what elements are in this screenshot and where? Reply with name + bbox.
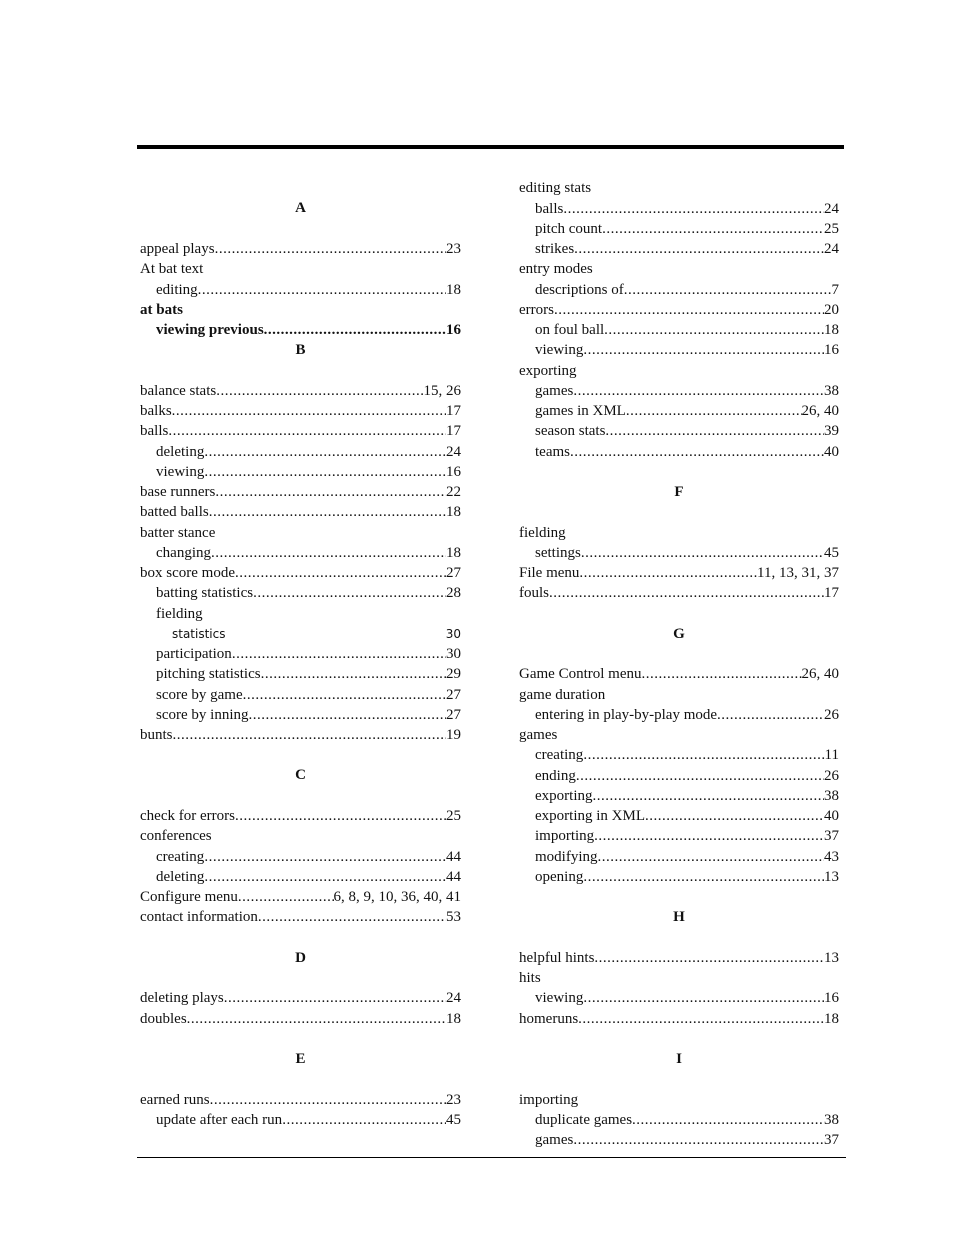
index-term: entry modes — [519, 261, 593, 278]
index-term: hits — [519, 970, 541, 986]
index-term: at bats — [140, 301, 183, 318]
dot-leader — [209, 502, 446, 522]
index-column-right — [519, 178, 839, 1150]
index-entry — [519, 948, 839, 968]
page-numbers: 13 — [824, 868, 839, 885]
index-term: entering in play-by-play mode — [535, 706, 718, 723]
index-entry — [519, 1008, 839, 1028]
page-numbers: 44 — [446, 868, 461, 885]
dot-leader — [235, 563, 446, 583]
index-entry — [519, 846, 839, 866]
index-term: creating — [156, 848, 205, 865]
dot-leader — [235, 806, 446, 826]
dot-leader — [583, 867, 824, 887]
index-entry — [140, 826, 461, 846]
index-term: deleting — [156, 868, 205, 885]
index-term: importing — [519, 1091, 579, 1108]
page-numbers: 11, 13, 31, 37 — [757, 565, 839, 581]
index-term: pitching statistics — [156, 666, 261, 683]
index-term: participation — [156, 646, 232, 662]
index-column-left — [140, 178, 461, 1130]
page-numbers: 24 — [446, 990, 461, 1007]
index-term: contact information — [140, 909, 258, 926]
index-entry — [519, 421, 839, 441]
page-numbers: 16 — [446, 322, 461, 338]
section-letter-b: B — [295, 342, 306, 358]
index-term: earned runs — [140, 1091, 210, 1108]
index-entry — [519, 725, 839, 745]
dot-leader — [204, 847, 446, 867]
page-numbers: 24 — [824, 241, 839, 257]
page-numbers: 37 — [824, 828, 839, 845]
dot-leader — [264, 320, 446, 340]
index-entry — [140, 1110, 461, 1130]
index-entry — [140, 644, 461, 664]
section-spacer — [140, 927, 461, 947]
page-numbers: 24 — [824, 200, 839, 217]
page-numbers: 45 — [824, 544, 839, 561]
page-numbers: 23 — [446, 1091, 461, 1108]
page-numbers: 27 — [446, 565, 461, 581]
dot-leader — [216, 381, 423, 401]
page-numbers: 44 — [446, 848, 461, 865]
dot-leader — [594, 826, 824, 846]
index-entry — [519, 300, 839, 320]
index-entry — [140, 279, 461, 299]
index-term: base runners — [140, 484, 216, 500]
dot-leader — [574, 239, 824, 259]
page-numbers: 38 — [824, 1111, 839, 1128]
index-term: balks — [140, 403, 172, 419]
index-entry — [140, 846, 461, 866]
index-entry — [519, 988, 839, 1008]
section-letter-c: C — [295, 767, 306, 784]
index-entry — [140, 705, 461, 725]
index-term: editing — [156, 281, 198, 298]
page-numbers: 25 — [446, 808, 461, 824]
dot-leader — [215, 482, 446, 502]
page-numbers: 39 — [824, 423, 839, 440]
index-entry — [519, 664, 839, 684]
index-term: batter stance — [140, 524, 216, 541]
section-spacer — [140, 745, 461, 765]
bottom-rule — [137, 1157, 846, 1158]
index-entry — [519, 381, 839, 401]
section-spacer — [140, 968, 461, 988]
dot-leader — [253, 583, 446, 603]
page-numbers: 18 — [446, 281, 461, 298]
index-entry — [140, 259, 461, 279]
index-entry — [519, 1110, 839, 1130]
dot-leader — [204, 442, 446, 462]
index-term: deleting plays — [140, 990, 224, 1007]
dot-leader — [583, 745, 824, 765]
index-entry — [140, 320, 461, 340]
index-term: balance stats — [140, 382, 217, 399]
dot-leader — [645, 806, 824, 826]
index-entry — [519, 968, 839, 988]
index-entry — [140, 381, 461, 401]
index-entry — [140, 300, 461, 320]
index-term: game duration — [519, 686, 606, 703]
index-term: games in XML — [535, 403, 626, 419]
section-letter-d: D — [295, 949, 306, 966]
index-entry — [519, 806, 839, 826]
dot-leader — [717, 705, 824, 725]
page-numbers: 26, 40 — [801, 403, 839, 419]
index-term: changing — [156, 544, 211, 561]
dot-leader — [573, 381, 824, 401]
index-entry — [140, 1089, 461, 1109]
page-numbers: 16 — [446, 463, 461, 480]
section-spacer — [519, 1069, 839, 1089]
section-spacer — [140, 1029, 461, 1049]
dot-leader — [258, 907, 446, 927]
index-entry — [519, 360, 839, 380]
dot-leader — [282, 1110, 446, 1130]
index-term: viewing previous — [156, 322, 264, 338]
page-numbers: 24 — [446, 443, 461, 460]
index-entry — [519, 684, 839, 704]
index-term: fielding — [156, 605, 203, 622]
page-numbers: 11 — [824, 747, 839, 764]
section-spacer — [519, 887, 839, 907]
index-term: At bat text — [140, 261, 204, 278]
index-term: File menu — [519, 565, 580, 581]
dot-leader — [605, 421, 824, 441]
index-term: exporting — [519, 362, 577, 379]
dot-leader — [198, 280, 446, 300]
index-entry — [519, 745, 839, 765]
index-entry — [140, 543, 461, 563]
index-term: appeal plays — [140, 241, 215, 257]
page-numbers: 30 — [445, 626, 461, 641]
section-spacer — [140, 178, 461, 198]
index-term: games — [519, 727, 558, 743]
index-entry — [519, 826, 839, 846]
section-letter-h: H — [673, 909, 685, 925]
index-term: doubles — [140, 1010, 187, 1027]
dot-leader — [563, 199, 824, 219]
index-entry — [140, 867, 461, 887]
dot-leader — [248, 705, 446, 725]
index-entry — [519, 1089, 839, 1109]
dot-leader — [632, 1110, 824, 1130]
index-entry — [140, 421, 461, 441]
section-spacer — [519, 603, 839, 623]
index-entry — [140, 988, 461, 1008]
index-term: deleting — [156, 443, 205, 460]
index-entry — [140, 482, 461, 502]
index-entry — [140, 725, 461, 745]
index-term: strikes — [535, 241, 575, 257]
dot-leader — [594, 948, 824, 968]
page-numbers: 30 — [446, 646, 461, 662]
section-spacer — [140, 219, 461, 239]
index-term: balls — [535, 200, 564, 217]
dot-leader — [641, 664, 801, 684]
index-entry — [519, 563, 839, 583]
index-term: conferences — [140, 828, 212, 845]
index-term: fielding — [519, 524, 566, 541]
index-term: descriptions of — [535, 281, 624, 298]
index-entry — [140, 684, 461, 704]
index-term: on foul ball — [535, 322, 605, 338]
index-term: score by game — [156, 686, 243, 703]
page-numbers: 38 — [824, 787, 839, 804]
page-numbers: 20 — [824, 301, 839, 318]
page-numbers: 16 — [824, 342, 839, 359]
dot-leader — [573, 1130, 824, 1150]
index-term: games — [535, 382, 574, 399]
page-numbers: 22 — [446, 484, 461, 500]
index-term: games — [535, 1132, 574, 1148]
dot-leader — [261, 664, 446, 684]
page-numbers: 38 — [824, 382, 839, 399]
section-letter-i: I — [676, 1050, 682, 1067]
dot-leader — [243, 685, 446, 705]
page-numbers: 23 — [446, 241, 461, 257]
page-numbers: 27 — [446, 706, 461, 723]
index-term: statistics — [172, 626, 226, 641]
page-numbers: 29 — [446, 666, 461, 683]
index-entry — [140, 664, 461, 684]
dot-leader — [579, 563, 757, 583]
page-numbers: 18 — [824, 322, 839, 338]
index-term: teams — [535, 443, 570, 460]
index-term: homeruns — [519, 1010, 579, 1027]
index-entry — [519, 198, 839, 218]
page-numbers: 16 — [824, 990, 839, 1007]
index-entry — [140, 522, 461, 542]
index-entry — [519, 401, 839, 421]
index-entry — [140, 441, 461, 461]
index-term: opening — [535, 868, 584, 885]
index-term: update after each run — [156, 1111, 283, 1128]
index-entry — [140, 624, 461, 644]
index-term: Configure menu — [140, 889, 238, 905]
index-entry — [140, 907, 461, 927]
page-numbers: 17 — [824, 585, 839, 602]
dot-leader — [215, 239, 446, 259]
index-term: viewing — [535, 990, 584, 1007]
dot-leader — [232, 644, 446, 664]
index-entry — [140, 887, 461, 907]
index-term: batting statistics — [156, 585, 254, 602]
dot-leader — [624, 280, 832, 300]
index-term: check for errors — [140, 808, 235, 824]
section-spacer — [519, 462, 839, 482]
page-numbers: 28 — [446, 585, 461, 602]
index-term: season stats — [535, 423, 606, 440]
index-term: helpful hints — [519, 949, 595, 966]
page-numbers: 17 — [446, 423, 461, 440]
index-term: settings — [535, 544, 581, 561]
page-numbers: 15, 26 — [423, 382, 461, 399]
index-entry — [519, 543, 839, 563]
section-spacer — [519, 927, 839, 947]
dot-leader — [211, 543, 446, 563]
index-term: errors — [519, 301, 554, 318]
index-term: score by inning — [156, 706, 249, 723]
dot-leader — [204, 867, 446, 887]
index-term: fouls — [519, 585, 549, 602]
index-entry — [140, 583, 461, 603]
dot-leader — [581, 543, 824, 563]
page-numbers: 18 — [446, 1010, 461, 1027]
index-entry — [519, 320, 839, 340]
index-term: ending — [535, 767, 576, 784]
page-numbers: 19 — [446, 727, 461, 743]
index-entry — [140, 401, 461, 421]
index-entry — [519, 867, 839, 887]
dot-leader — [224, 988, 446, 1008]
section-spacer — [519, 502, 839, 522]
page-numbers: 17 — [446, 403, 461, 419]
dot-leader — [583, 340, 824, 360]
index-entry — [519, 178, 839, 198]
index-term: box score mode — [140, 565, 235, 581]
dot-leader — [204, 462, 446, 482]
index-entry — [519, 279, 839, 299]
index-term: balls — [140, 423, 169, 440]
section-letter-e: E — [295, 1050, 306, 1067]
index-term: viewing — [156, 463, 205, 480]
section-spacer — [140, 786, 461, 806]
section-spacer — [519, 1029, 839, 1049]
index-entry — [519, 239, 839, 259]
dot-leader — [168, 421, 446, 441]
dot-leader — [187, 1009, 446, 1029]
index-term: importing — [535, 828, 595, 845]
dot-leader — [173, 725, 446, 745]
section-spacer — [140, 1069, 461, 1089]
dot-leader — [549, 583, 824, 603]
page-numbers: 53 — [446, 909, 461, 926]
index-term: bunts — [140, 727, 173, 743]
dot-leader — [598, 847, 825, 867]
dot-leader — [172, 401, 446, 421]
page-numbers: 26, 40 — [801, 666, 839, 683]
index-entry — [519, 765, 839, 785]
section-spacer — [519, 644, 839, 664]
dot-leader — [593, 786, 825, 806]
dot-leader — [238, 887, 334, 907]
dot-leader — [578, 1009, 824, 1029]
top-rule — [137, 145, 844, 149]
page-numbers: 13 — [824, 949, 839, 966]
index-entry — [519, 1130, 839, 1150]
dot-leader — [576, 766, 824, 786]
index-term: creating — [535, 747, 584, 764]
index-entry — [140, 1008, 461, 1028]
dot-leader — [604, 320, 824, 340]
page-numbers: 18 — [446, 504, 461, 521]
index-entry — [140, 563, 461, 583]
page-numbers: 43 — [824, 848, 839, 865]
index-entry — [519, 583, 839, 603]
index-entry — [519, 786, 839, 806]
page-numbers: 37 — [824, 1132, 839, 1148]
index-entry — [140, 603, 461, 623]
index-term: exporting — [535, 787, 593, 804]
index-term: exporting in XML — [535, 808, 645, 824]
index-term: batted balls — [140, 504, 209, 521]
page-numbers: 40 — [824, 808, 839, 824]
index-entry — [519, 522, 839, 542]
section-letter-a: A — [295, 200, 306, 217]
index-entry — [519, 259, 839, 279]
dot-leader — [554, 300, 824, 320]
page-numbers: 25 — [824, 220, 839, 237]
index-entry — [519, 441, 839, 461]
section-letter-g: G — [673, 625, 685, 642]
index-entry — [140, 806, 461, 826]
index-term: Game Control menu — [519, 666, 642, 683]
page-numbers: 27 — [446, 686, 461, 703]
index-entry — [140, 502, 461, 522]
section-letter-f: F — [674, 483, 684, 500]
page-numbers: 6, 8, 9, 10, 36, 40, 41 — [333, 889, 461, 905]
section-spacer — [140, 360, 461, 380]
page-numbers: 18 — [446, 544, 461, 561]
index-entry — [519, 219, 839, 239]
page-numbers: 40 — [824, 443, 839, 460]
index-entry — [519, 705, 839, 725]
page-numbers: 26 — [824, 706, 839, 723]
index-term: editing stats — [519, 180, 592, 197]
index-term: pitch count — [535, 220, 603, 237]
index-term: viewing — [535, 342, 584, 359]
index-entry — [140, 239, 461, 259]
index-entry — [140, 462, 461, 482]
dot-leader — [602, 219, 824, 239]
dot-leader — [583, 988, 824, 1008]
dot-leader — [210, 1090, 446, 1110]
index-entry — [519, 340, 839, 360]
page-numbers: 45 — [446, 1111, 461, 1128]
dot-leader — [626, 401, 802, 421]
dot-leader — [570, 442, 824, 462]
index-term: modifying — [535, 848, 598, 865]
page-numbers: 7 — [831, 281, 839, 298]
page-numbers: 26 — [824, 767, 839, 784]
page-numbers: 18 — [824, 1010, 839, 1027]
index-term: duplicate games — [535, 1111, 633, 1128]
